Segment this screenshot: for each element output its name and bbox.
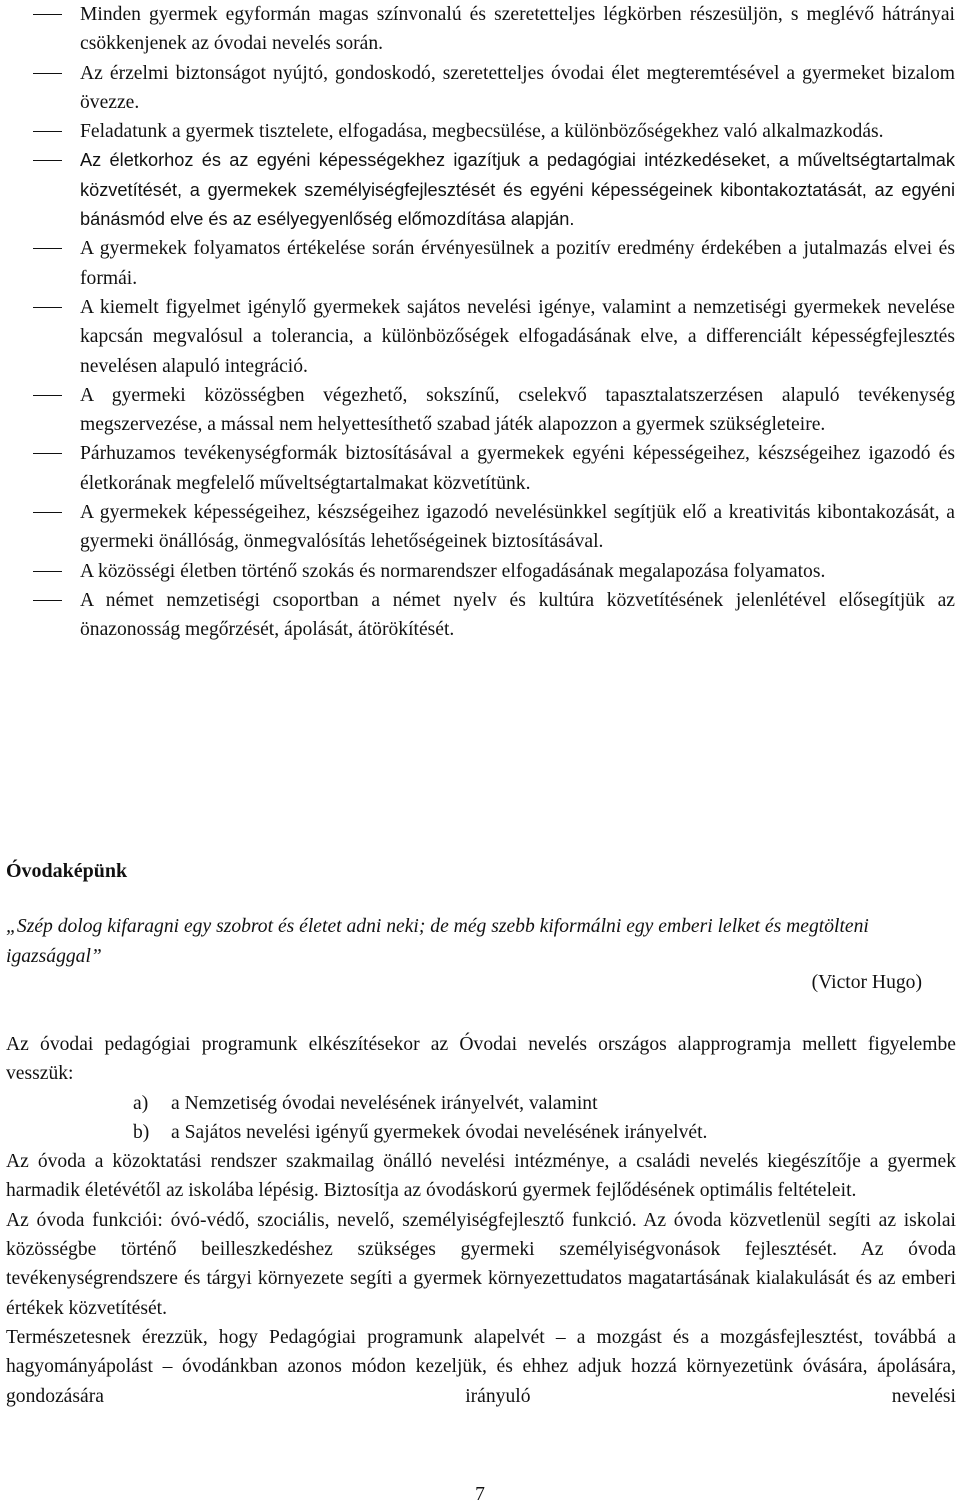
- list-item-text: A kiemelt figyelmet igénylő gyermekek sajátos nevelési igénye, valamint a nemzetiségi gyermekek nevelése kapcsán megvalósul a tolerancia, a különbözőségek elfogadásának elve, a differenciált képességfejlesztés nevelésen alapuló integráció.: [80, 296, 955, 377]
- paragraph: Természetesnek érezzük, hogy Pedagógiai programunk alapelvét – a mozgást és a mozgásfejlesztést, továbbá a hagyományápolást – óvodánkban azonos módon kezeljük, és ehhez adjuk hozzá környezetünk óvására, ápolására, gondozására irányuló nevelési: [6, 1326, 956, 1407]
- section-heading: Óvodaképünk: [6, 860, 128, 882]
- list-item-text: Az érzelmi biztonságot nyújtó, gondoskodó, szeretetteljes óvodai élet megteremtésével a gyermeket bizalom övezze.: [80, 62, 955, 113]
- dash-bullet-icon: [33, 307, 62, 308]
- list-item-text: A gyermeki közösségben végezhető, sokszínű, cselekvő tapasztalatszerzésen alapuló tevékenység megszervezése, a mással nem helyettesíthető szabad játék alapozzon a gyermek szükségleteire.: [80, 384, 955, 436]
- sublist-label: a): [133, 1092, 149, 1114]
- sublist-item: [6, 1118, 956, 1147]
- list-item: [0, 146, 960, 234]
- list-item: [0, 117, 960, 146]
- principles-list: [0, 0, 960, 645]
- dash-bullet-icon: [33, 395, 62, 396]
- list-item: [0, 293, 960, 381]
- list-item: [0, 0, 960, 59]
- sublist-text: a Nemzetiség óvodai nevelésének irányelvét, valamint: [171, 1092, 598, 1114]
- dash-bullet-icon: [33, 248, 62, 249]
- dash-bullet-icon: [33, 160, 62, 161]
- paragraph: Az óvoda funkciói: óvó-védő, szociális, nevelő, személyiségfejlesztő funkció. Az óvoda közvetlenül segíti az iskolai közösségbe történő beilleszkedéshez szükséges gyermeki személyiségvonások fejlesztését. Az óvoda tevékenységrendszere és tárgyi környezete segíti a gyermek környezettudatos magatartásának kialakulását és az emberi értékek közvetítését.: [6, 1209, 956, 1319]
- sublist-item: [6, 1089, 956, 1118]
- epigraph-quote: „Szép dolog kifaragni egy szobrot és életet adni neki; de még szebb kiformálni egy emberi lelket és megtölteni igazsággal”: [6, 916, 869, 967]
- quote-attribution: (Victor Hugo): [811, 972, 922, 993]
- list-item-text: A közösségi életben történő szokás és normarendszer elfogadásának megalapozása folyamatos.: [80, 560, 826, 582]
- dash-bullet-icon: [33, 131, 62, 132]
- dash-bullet-icon: [33, 512, 62, 513]
- list-item: [0, 586, 960, 645]
- list-item-text: Feladatunk a gyermek tisztelete, elfogadása, megbecsülése, a különbözőségekhez való alkalmazkodás.: [80, 121, 884, 143]
- list-item-text: Az életkorhoz és az egyéni képességekhez igazítjuk a pedagógiai intézkedéseket, a műveltségtartalmak közvetítését, a gyermekek személyiségfejlesztését és egyéni képességeinek kibontakoztatását, az egyéni bánásmód elve és az esélyegyenlőség előmozdítása alapján.: [80, 150, 955, 230]
- page-number: 7: [475, 1484, 485, 1505]
- body-text: [6, 1030, 956, 1411]
- list-item-text: Párhuzamos tevékenységformák biztosításával a gyermekek egyéni képességeihez, készségeihez igazodó és életkorának megfelelő műveltségtartalmakat közvetítünk.: [80, 443, 955, 494]
- list-item: [0, 381, 960, 440]
- list-item-text: Minden gyermek egyformán magas színvonalú és szeretetteljes légkörben részesüljön, s meglévő hátrányai csökkenjenek az óvodai nevelés során.: [80, 4, 955, 55]
- list-item: [0, 557, 960, 586]
- dash-bullet-icon: [33, 600, 62, 601]
- sublist-label: b): [133, 1121, 150, 1143]
- list-item-text: A gyermekek folyamatos értékelése során érvényesülnek a pozitív eredmény érdekében a jutalmazás elvei és formái.: [80, 238, 955, 289]
- list-item: [0, 59, 960, 118]
- list-item: [0, 234, 960, 293]
- dash-bullet-icon: [33, 73, 62, 74]
- sublist-text: a Sajátos nevelési igényű gyermekek óvodai nevelésének irányelvét.: [171, 1121, 708, 1143]
- dash-bullet-icon: [33, 571, 62, 572]
- dash-bullet-icon: [33, 453, 62, 454]
- list-item: [0, 498, 960, 557]
- list-item: [0, 439, 960, 498]
- list-item-text: A német nemzetiségi csoportban a német nyelv és kultúra közvetítésének jelenlétével elősegítjük az önazonosság megőrzését, ápolását, átörökítését.: [80, 589, 955, 641]
- dash-bullet-icon: [33, 14, 62, 15]
- paragraph: Az óvodai pedagógiai programunk elkészítésekor az Óvodai nevelés országos alapprogramja mellett figyelembe vesszük:: [6, 1034, 956, 1085]
- list-item-text: A gyermekek képességeihez, készségeihez igazodó nevelésünkkel segítjük elő a kreativitás kibontakozását, a gyermeki önállóság, önmegvalósítás lehetőségeinek biztosításával.: [80, 502, 955, 553]
- paragraph: Az óvoda a közoktatási rendszer szakmailag önálló nevelési intézménye, a családi nevelés kiegészítője a gyermek harmadik életévétől az iskolába lépésig. Biztosítja az óvodáskorú gyermek fejlődésének optimális feltételeit.: [6, 1151, 956, 1202]
